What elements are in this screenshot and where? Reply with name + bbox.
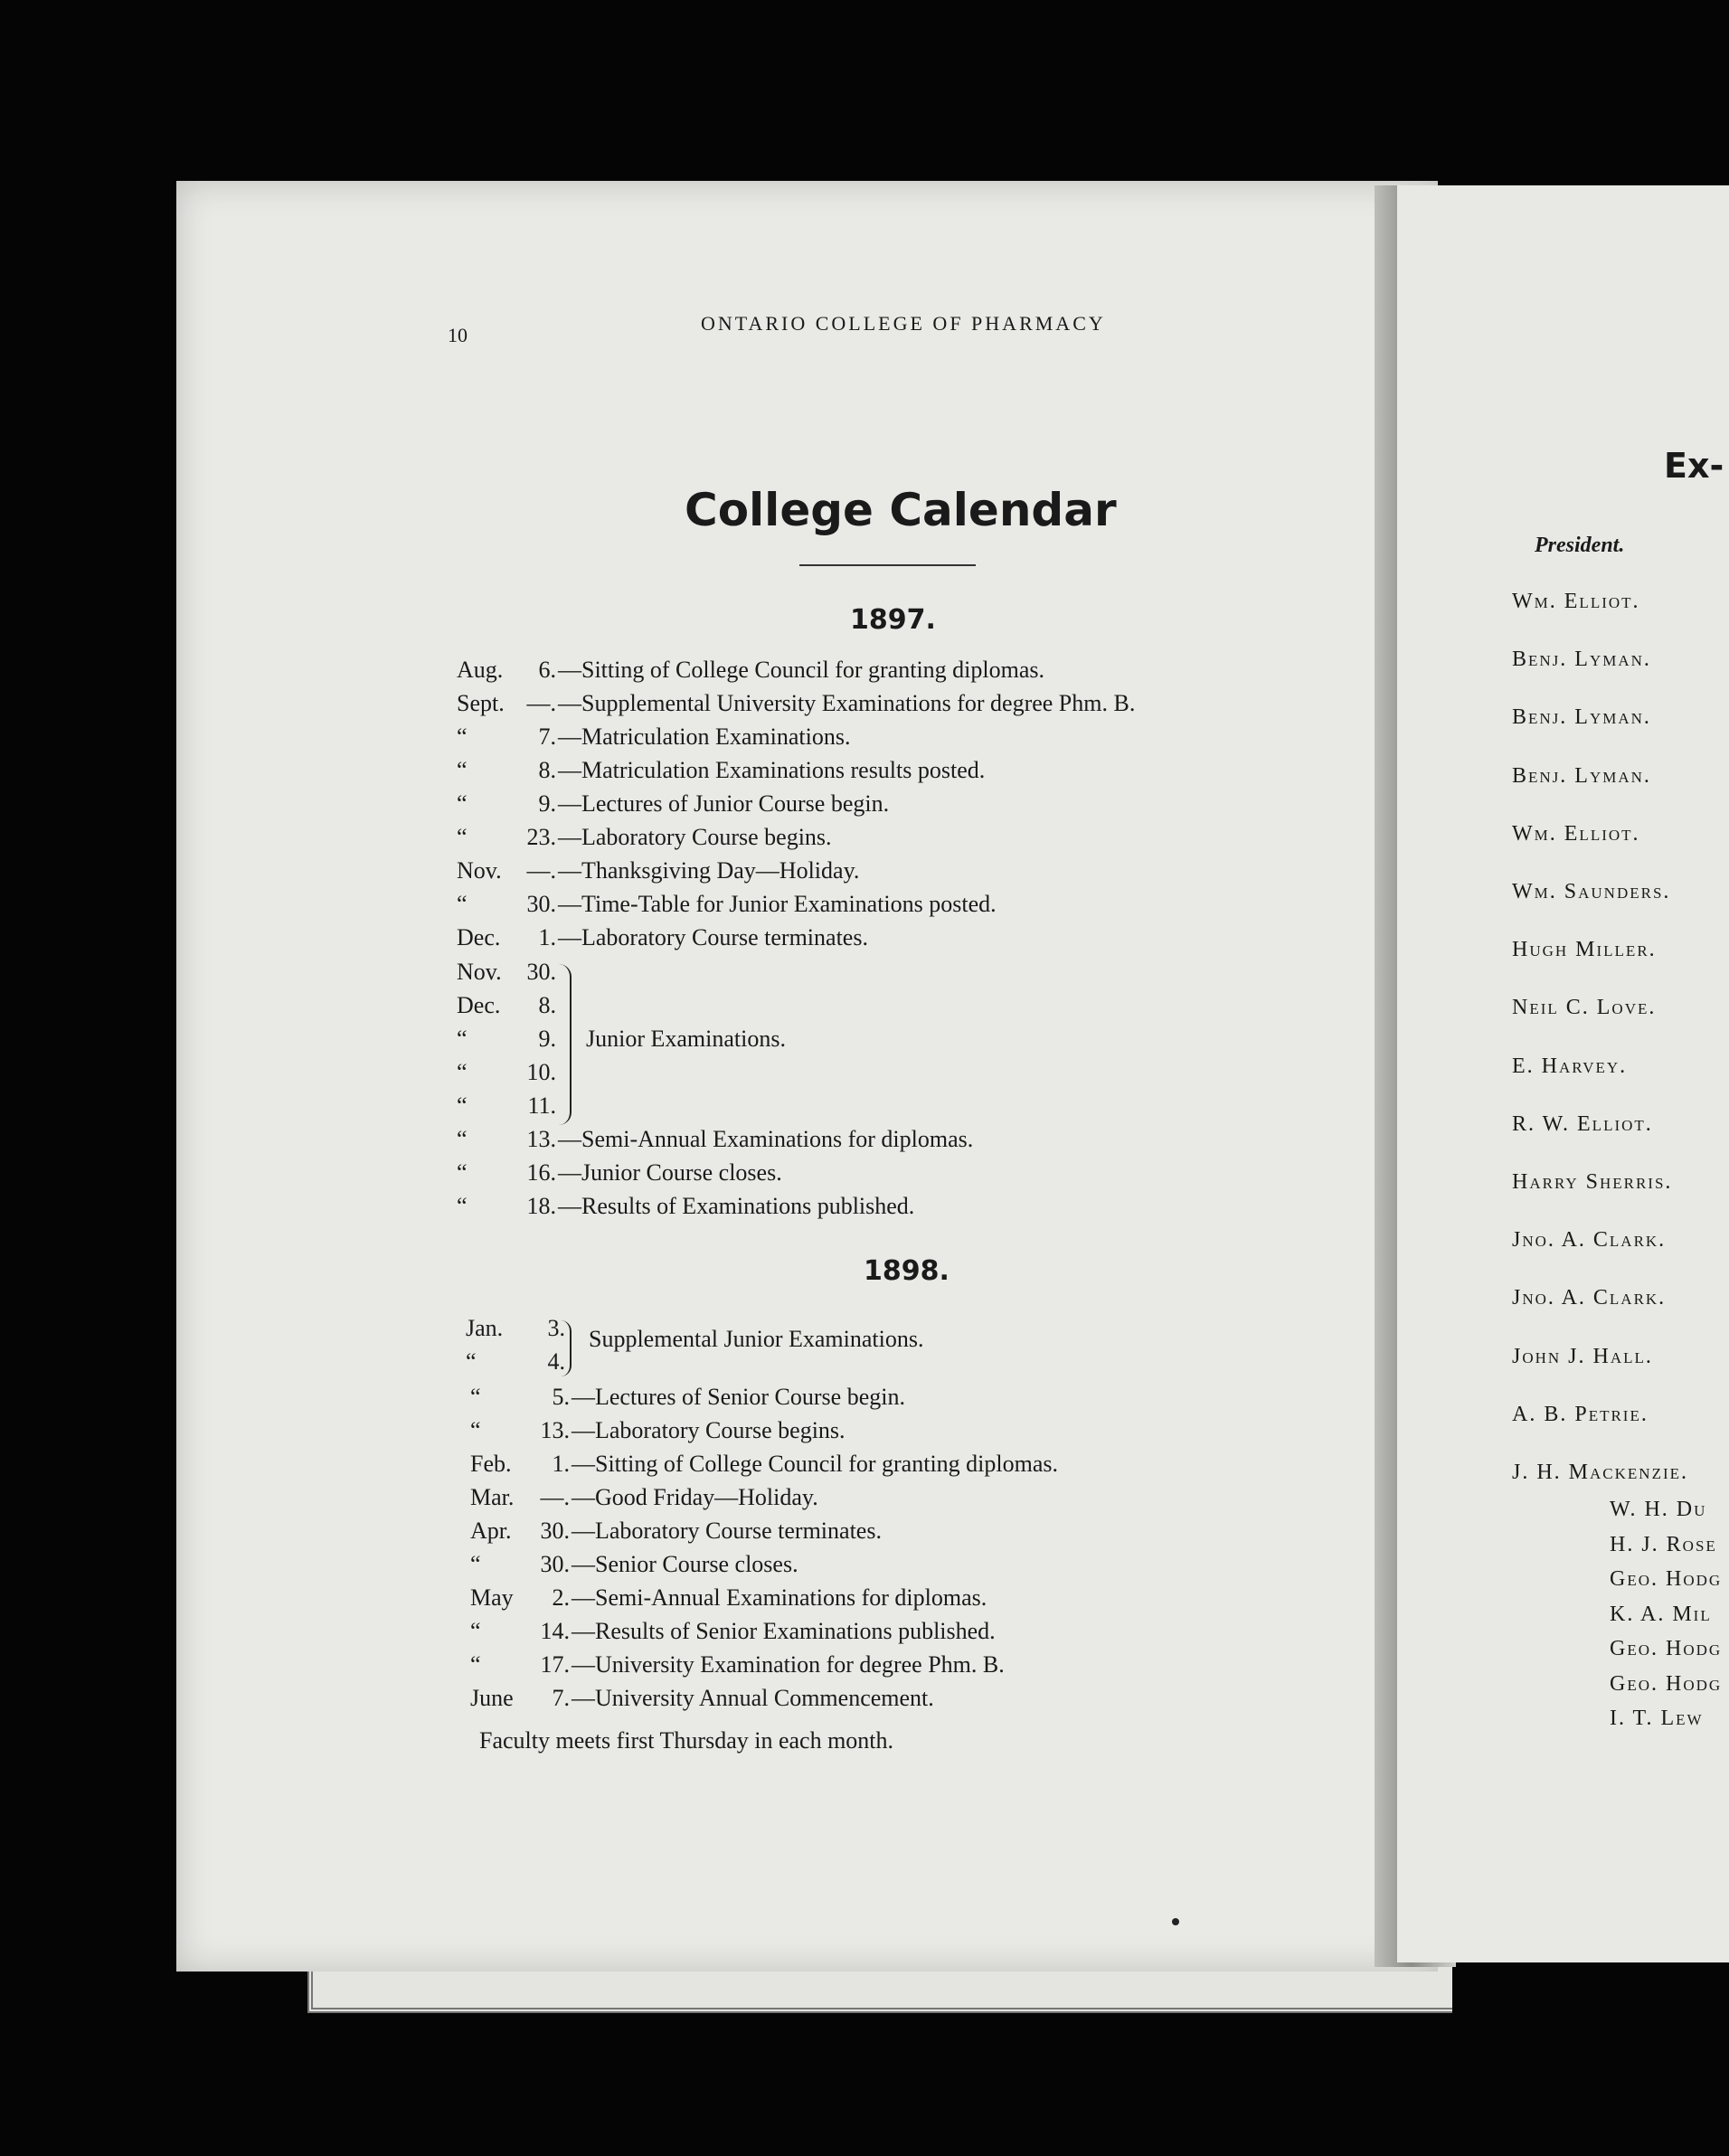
president-name: Wm. Elliot. xyxy=(1512,590,1640,613)
entry-description: —Laboratory Course begins. xyxy=(558,824,832,850)
entry-month: Dec. xyxy=(457,924,501,950)
entry-day: —. xyxy=(540,1484,570,1510)
entry-description: —Senior Course closes. xyxy=(572,1551,798,1577)
entry-month: Apr. xyxy=(470,1518,512,1544)
entry-day: 13. xyxy=(526,1126,556,1152)
entry-description: —Laboratory Course terminates. xyxy=(572,1518,882,1544)
entry-month: Nov. xyxy=(457,959,502,985)
entry-month: “ xyxy=(457,790,468,817)
president-name: Neil C. Love. xyxy=(1512,996,1657,1020)
entry-month: Feb. xyxy=(470,1451,512,1477)
secondary-name: Geo. Hodg xyxy=(1610,1567,1723,1591)
president-name: J. H. Mackenzie. xyxy=(1512,1461,1688,1484)
entry-day: 30. xyxy=(540,1518,570,1544)
entry-description: —Laboratory Course begins. xyxy=(572,1417,846,1443)
secondary-name: H. J. Rose xyxy=(1610,1532,1717,1556)
brace-mark xyxy=(561,1320,572,1376)
entry-day: —. xyxy=(526,690,556,716)
entry-day: 17. xyxy=(540,1651,570,1678)
year-heading-1897: 1897. xyxy=(850,604,936,636)
entry-month: “ xyxy=(457,824,468,850)
entry-month: “ xyxy=(457,1126,468,1152)
entry-description: —Matriculation Examinations. xyxy=(558,723,851,750)
president-name: E. Harvey. xyxy=(1512,1054,1628,1078)
entry-day: 10. xyxy=(526,1059,556,1085)
entry-day: 9. xyxy=(538,1026,556,1052)
entry-description: —University Examination for degree Phm. B. xyxy=(572,1651,1005,1678)
entry-month: “ xyxy=(457,723,468,750)
title-rule xyxy=(799,564,976,566)
president-name: A. B. Petrie. xyxy=(1512,1402,1649,1426)
president-column-label: President. xyxy=(1535,534,1625,557)
entry-day: 7. xyxy=(538,723,556,750)
running-head: ONTARIO COLLEGE OF PHARMACY xyxy=(701,312,1106,335)
entry-day: 1. xyxy=(538,924,556,950)
right-page-heading: Ex- xyxy=(1664,446,1724,486)
entry-day: 30. xyxy=(526,959,556,985)
entry-day: 7. xyxy=(552,1685,570,1711)
president-name: Wm. Saunders. xyxy=(1512,880,1671,903)
president-name: R. W. Elliot. xyxy=(1512,1111,1653,1136)
entry-day: 30. xyxy=(540,1551,570,1577)
entry-day: —. xyxy=(526,857,556,884)
brace-mark xyxy=(559,964,572,1125)
entry-month: “ xyxy=(470,1551,481,1577)
entry-description: —Lectures of Junior Course begin. xyxy=(558,790,890,817)
entry-day: 2. xyxy=(552,1584,570,1611)
entry-day: 18. xyxy=(526,1193,556,1219)
entry-day: 11. xyxy=(527,1092,556,1119)
entry-description: —Junior Course closes. xyxy=(558,1159,782,1186)
entry-month: Aug. xyxy=(457,657,504,683)
entry-month: June xyxy=(470,1685,514,1711)
entry-month: “ xyxy=(457,1092,468,1119)
president-name: John J. Hall. xyxy=(1512,1344,1653,1368)
brace-text-1898: Supplemental Junior Examinations. xyxy=(589,1326,924,1352)
ink-spot xyxy=(1172,1918,1179,1925)
faculty-note: Faculty meets first Thursday in each month. xyxy=(479,1727,894,1754)
secondary-name: Geo. Hodg xyxy=(1610,1671,1723,1696)
secondary-name: K. A. Mil xyxy=(1610,1602,1712,1626)
secondary-name: Geo. Hodg xyxy=(1610,1637,1723,1660)
secondary-name: I. T. Lew xyxy=(1610,1707,1704,1730)
entry-description: —Lectures of Senior Course begin. xyxy=(572,1384,905,1410)
entry-month: “ xyxy=(470,1618,481,1644)
page-title: College Calendar xyxy=(685,484,1117,536)
entry-description: —Time-Table for Junior Examinations posted. xyxy=(558,891,997,917)
president-name: Wm. Elliot. xyxy=(1512,821,1640,846)
entry-description: —Matriculation Examinations results posted. xyxy=(558,757,986,783)
entry-day: 23. xyxy=(526,824,556,850)
president-name: Hugh Miller. xyxy=(1512,938,1657,962)
president-name: Jno. A. Clark. xyxy=(1512,1228,1667,1253)
president-name: Benj. Lyman. xyxy=(1512,648,1651,672)
entry-month: “ xyxy=(457,757,468,783)
entry-day: 9. xyxy=(538,790,556,817)
entry-day: 6. xyxy=(538,657,556,683)
entry-day: 13. xyxy=(540,1417,570,1443)
year-heading-1898: 1898. xyxy=(864,1255,950,1287)
entry-month: “ xyxy=(457,1059,468,1085)
entry-month: “ xyxy=(457,1026,468,1052)
entry-month: Jan. xyxy=(466,1315,504,1341)
entry-month: Nov. xyxy=(457,857,502,884)
entry-month: “ xyxy=(457,891,468,917)
entry-day: 4. xyxy=(547,1348,565,1375)
entry-day: 5. xyxy=(552,1384,570,1410)
president-name: Benj. Lyman. xyxy=(1512,705,1651,730)
entry-day: 30. xyxy=(526,891,556,917)
entry-day: 3. xyxy=(547,1315,565,1341)
entry-description: —Laboratory Course terminates. xyxy=(558,924,868,950)
entry-description: —University Annual Commencement. xyxy=(572,1685,934,1711)
entry-description: —Results of Senior Examinations published. xyxy=(572,1618,996,1644)
entry-month: “ xyxy=(470,1417,481,1443)
entry-description: —Sitting of College Council for granting diplomas. xyxy=(572,1451,1059,1477)
entry-description: —Supplemental University Examinations for degree Phm. B. xyxy=(558,690,1136,716)
entry-month: Mar. xyxy=(470,1484,515,1510)
entry-description: —Semi-Annual Examinations for diplomas. xyxy=(572,1584,987,1611)
brace-text-1897: Junior Examinations. xyxy=(586,1026,786,1052)
president-name: Jno. A. Clark. xyxy=(1512,1286,1667,1310)
president-name: Benj. Lyman. xyxy=(1512,763,1651,788)
entry-month: Dec. xyxy=(457,992,501,1018)
entry-day: 8. xyxy=(538,757,556,783)
entry-month: May xyxy=(470,1584,514,1611)
entry-description: —Sitting of College Council for granting diplomas. xyxy=(558,657,1045,683)
entry-month: “ xyxy=(466,1348,477,1375)
president-name: Harry Sherris. xyxy=(1512,1170,1673,1194)
entry-day: 16. xyxy=(526,1159,556,1186)
entry-month: Sept. xyxy=(457,690,505,716)
entry-month: “ xyxy=(457,1159,468,1186)
entry-month: “ xyxy=(470,1384,481,1410)
entry-month: “ xyxy=(470,1651,481,1678)
secondary-name: W. H. Du xyxy=(1610,1498,1707,1521)
entry-description: —Results of Examinations published. xyxy=(558,1193,915,1219)
page-number: 10 xyxy=(448,324,468,346)
entry-day: 1. xyxy=(552,1451,570,1477)
entry-description: —Good Friday—Holiday. xyxy=(572,1484,818,1510)
entry-month: “ xyxy=(457,1193,468,1219)
entry-day: 8. xyxy=(538,992,556,1018)
entry-day: 14. xyxy=(540,1618,570,1644)
entry-description: —Thanksgiving Day—Holiday. xyxy=(558,857,860,884)
entry-description: —Semi-Annual Examinations for diplomas. xyxy=(558,1126,974,1152)
